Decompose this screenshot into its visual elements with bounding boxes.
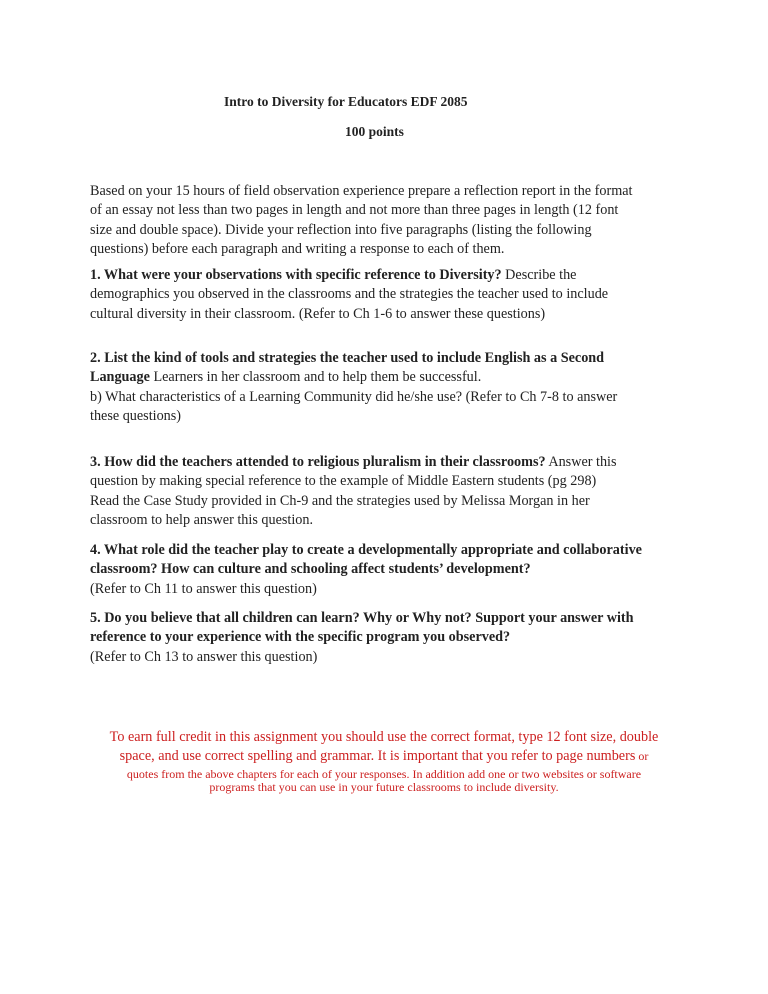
q3-line-1-rest: Answer this [545,454,617,470]
credit-note-line-2 [0,748,768,765]
credit-note-line-3: quotes from the above chapters for each of your responses. In addition add one or two websites or software [126,767,642,781]
q1-line-1 [90,266,682,285]
q2-question-line-1: 2. List the kind of tools and strategies the teacher used to include English as a Second [90,350,605,366]
q3-line-2: question by making special reference to the example of Middle Eastern students (pg 298) [90,473,597,490]
q4-line-3: (Refer to Ch 11 to answer this question) [90,580,317,597]
q3-question: 3. How did the teachers attended to religious pluralism in their classrooms? [90,454,546,470]
intro-line: Based on your 15 hours of field observation experience prepare a reflection report in the format [90,183,633,199]
q4-question-line-2: classroom? How can culture and schooling affect students’ development? [90,561,531,578]
question-3 [90,453,682,530]
document-title [0,94,768,110]
credit-note-line-4: programs that you can use in your future classrooms to include diversity. [209,780,559,794]
question-5 [90,609,682,667]
q2-question-line-2: Language [90,369,150,386]
credit-note-line-2-main: space, and use correct spelling and grammar. It is important that you refer to page numbers [119,748,636,764]
intro-paragraph [90,182,682,259]
points-text: 100 points [345,124,404,139]
q5-line-3: (Refer to Ch 13 to answer this question) [90,648,318,665]
q2-line-3: b) What characteristics of a Learning Community did he/she use? (Refer to Ch 7-8 to answer [90,388,618,405]
q1-question: 1. What were your observations with specific reference to Diversity? [90,267,502,283]
q1-line-2: demographics you observed in the classrooms and the strategies the teacher used to include [90,286,609,303]
question-4 [90,541,682,599]
q2-line-2 [90,368,682,387]
credit-note-line-1: To earn full credit in this assignment you should use the correct format, type 12 font size, double [109,729,659,745]
question-1 [90,266,682,324]
intro-line: questions) before each paragraph and writing a response to each of them. [90,240,505,257]
q5-question-line-2: reference to your experience with the specific program you observed? [90,629,511,646]
question-2 [90,349,682,426]
q2-line-4: these questions) [90,407,182,424]
intro-line: size and double space). Divide your reflection into five paragraphs (listing the following [90,221,592,238]
title-text: Intro to Diversity for Educators EDF 2085 [224,94,468,109]
q1-line-1-rest: Describe the [501,267,577,283]
q3-line-3: Read the Case Study provided in Ch-9 and the strategies used by Melissa Morgan in her [90,492,590,509]
q4-question-line-1: 4. What role did the teacher play to create a developmentally appropriate and collaborative [90,542,642,558]
intro-line: of an essay not less than two pages in length and not more than three pages in length (12 font [90,202,619,219]
credit-note-line-2-tail: or [635,749,649,763]
q3-line-4: classroom to help answer this question. [90,511,314,528]
q3-line-1 [90,453,682,472]
q5-question-line-1: 5. Do you believe that all children can learn? Why or Why not? Support your answer with [90,610,634,626]
q2-line-2-rest: Learners in her classroom and to help them be successful. [149,369,482,386]
points-heading [0,124,768,140]
q1-line-3: cultural diversity in their classroom. (Refer to Ch 1-6 to answer these questions) [90,305,546,322]
